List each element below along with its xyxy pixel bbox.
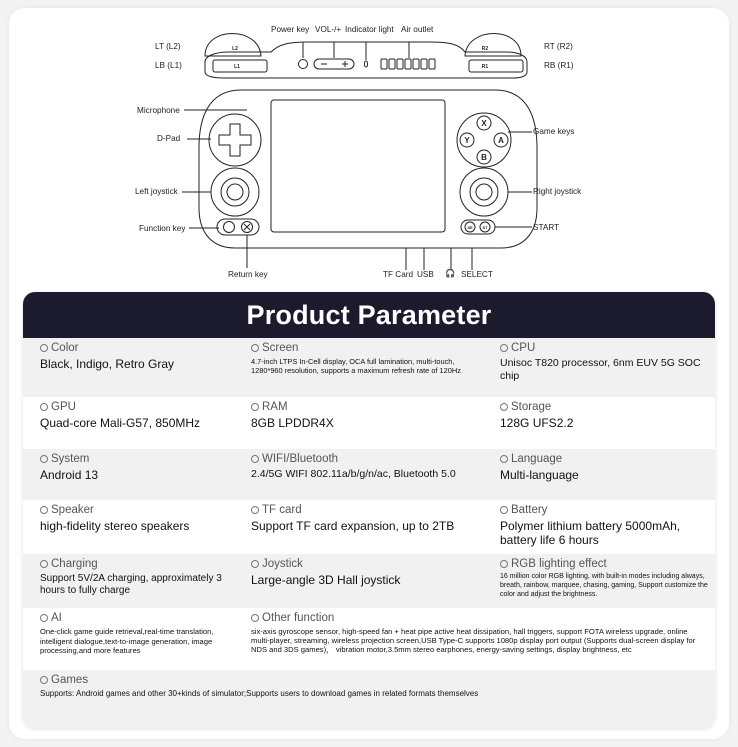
a-key: A [498,136,504,145]
lt-trigger [205,34,261,57]
device-illustration [9,8,729,298]
param-language: Language Multi-language [500,453,579,482]
bullet-icon [40,506,48,514]
param-row-7 [23,670,715,728]
label-right-joystick: Right joystick [533,187,582,196]
l2-mark: L2 [232,46,238,52]
lb-bumper [213,60,267,72]
param-joystick: Joystick Large-angle 3D Hall joystick [251,558,401,587]
banner-title: Product Parameter [246,299,492,330]
l1-mark: L1 [234,64,240,70]
parameter-banner [23,292,715,338]
bullet-icon [500,560,508,568]
param-screen: Screen 4.7-inch LTPS In-Cell display, OCA full lamination, multi-touch, 1280*960 resolution, supports a maximum refresh rate of 120Hz [251,342,461,376]
param-other-function: Other function six-axis gyroscope sensor, high-speed fan + heat pipe active heat dissipation, hall triggers, support FOTA wireless upgrade, online multi-player, streaming, wireless projection screen,USB Type-C supports 1080p display port output (Supports dual-screen display for NDS and 3DS games)， vibration motor,3.5mm stereo earphones, energy-saving settings, display brightness, etc [251,612,696,655]
param-charging: Charging Support 5V/2A charging, approximately 3 hours to fully charge [40,558,222,596]
bullet-icon [500,506,508,514]
label-lb: LB (L1) [155,61,182,70]
param-cpu: CPU Unisoc T820 processor, 6nm EUV 5G SOC chip [500,342,701,382]
param-battery: Battery Polymer lithium battery 5000mAh, battery life 6 hours [500,504,681,547]
param-wifi-bluetooth: WIFI/Bluetooth 2.4/5G WIFI 802.11a/b/g/n/ac, Bluetooth 5.0 [251,453,456,480]
headphone-icon: 🎧 [445,269,456,278]
rb-bumper [469,60,523,72]
param-row-4 [23,500,715,554]
bullet-icon [251,455,259,463]
param-row-1 [23,338,715,397]
param-games: Games Supports: Android games and other 30+kinds of simulator;Supports users to download games in related formats themselves [40,674,479,698]
label-rt: RT (R2) [544,42,573,51]
label-dpad: D-Pad [157,134,181,143]
screen-shape [271,100,445,232]
x-key: X [481,119,487,128]
param-row-3 [23,449,715,500]
bullet-icon [251,614,259,622]
bullet-icon [40,614,48,622]
bullet-icon [40,403,48,411]
device-diagram [9,8,729,298]
bullet-icon [40,344,48,352]
product-card [9,8,729,739]
param-color: Color Black, Indigo, Retro Gray [40,342,175,371]
bullet-icon [40,560,48,568]
param-row-2 [23,397,715,449]
bullet-icon [500,344,508,352]
param-row-5 [23,554,715,608]
product-parameter-panel [23,292,715,728]
param-ai: AI One-click game guide retrieval,real-time translation, intelligent dialogue,text-to-image generation, image processing,and more features [40,612,214,656]
param-row-6 [23,608,715,670]
bullet-icon [251,506,259,514]
label-select: SELECT [461,270,493,279]
select-mark: SE [467,225,473,230]
param-ram: RAM 8GB LPDDR4X [251,401,334,430]
indicator-light-shape [364,61,367,67]
label-air-outlet: Air outlet [401,25,434,34]
bullet-icon [251,560,259,568]
param-gpu: GPU Quad-core Mali-G57, 850MHz [40,401,201,430]
param-rgb-lighting: RGB lighting effect 16 million color RGB lighting, with built-in modes including always, breath, rainbow, marquee, chasing, gaming, Support customize the color and adjust the brightness. [500,558,708,598]
label-return-key: Return key [228,270,268,279]
power-key-shape [299,60,308,69]
air-outlet-vents [381,59,435,69]
bullet-icon [40,676,48,684]
label-start: START [533,223,560,232]
r2-mark: R2 [481,46,489,52]
label-function-key: Function key [139,224,186,233]
label-indicator-light: Indicator light [345,25,394,34]
start-mark: ST [482,225,488,230]
bullet-icon [251,403,259,411]
label-usb: USB [417,270,434,279]
label-rb: RB (R1) [544,61,574,70]
label-game-keys: Game keys [533,127,575,136]
label-tf-card: TF Card [383,270,414,279]
label-microphone: Microphone [137,106,180,115]
label-vol: VOL-/+ [315,25,342,34]
param-system: System Android 13 [40,453,99,482]
param-storage: Storage 128G UFS2.2 [500,401,574,430]
label-left-joystick: Left joystick [135,187,178,196]
param-speaker: Speaker high-fidelity stereo speakers [40,504,190,533]
bullet-icon [40,455,48,463]
bullet-icon [500,403,508,411]
bullet-icon [251,344,259,352]
label-power-key: Power key [271,25,310,34]
param-tf-card: TF card Support TF card expansion, up to 2TB [251,504,455,533]
b-key: B [481,153,487,162]
label-lt: LT (L2) [155,42,181,51]
r1-mark: R1 [481,64,489,70]
bullet-icon [500,455,508,463]
y-key: Y [464,136,470,145]
